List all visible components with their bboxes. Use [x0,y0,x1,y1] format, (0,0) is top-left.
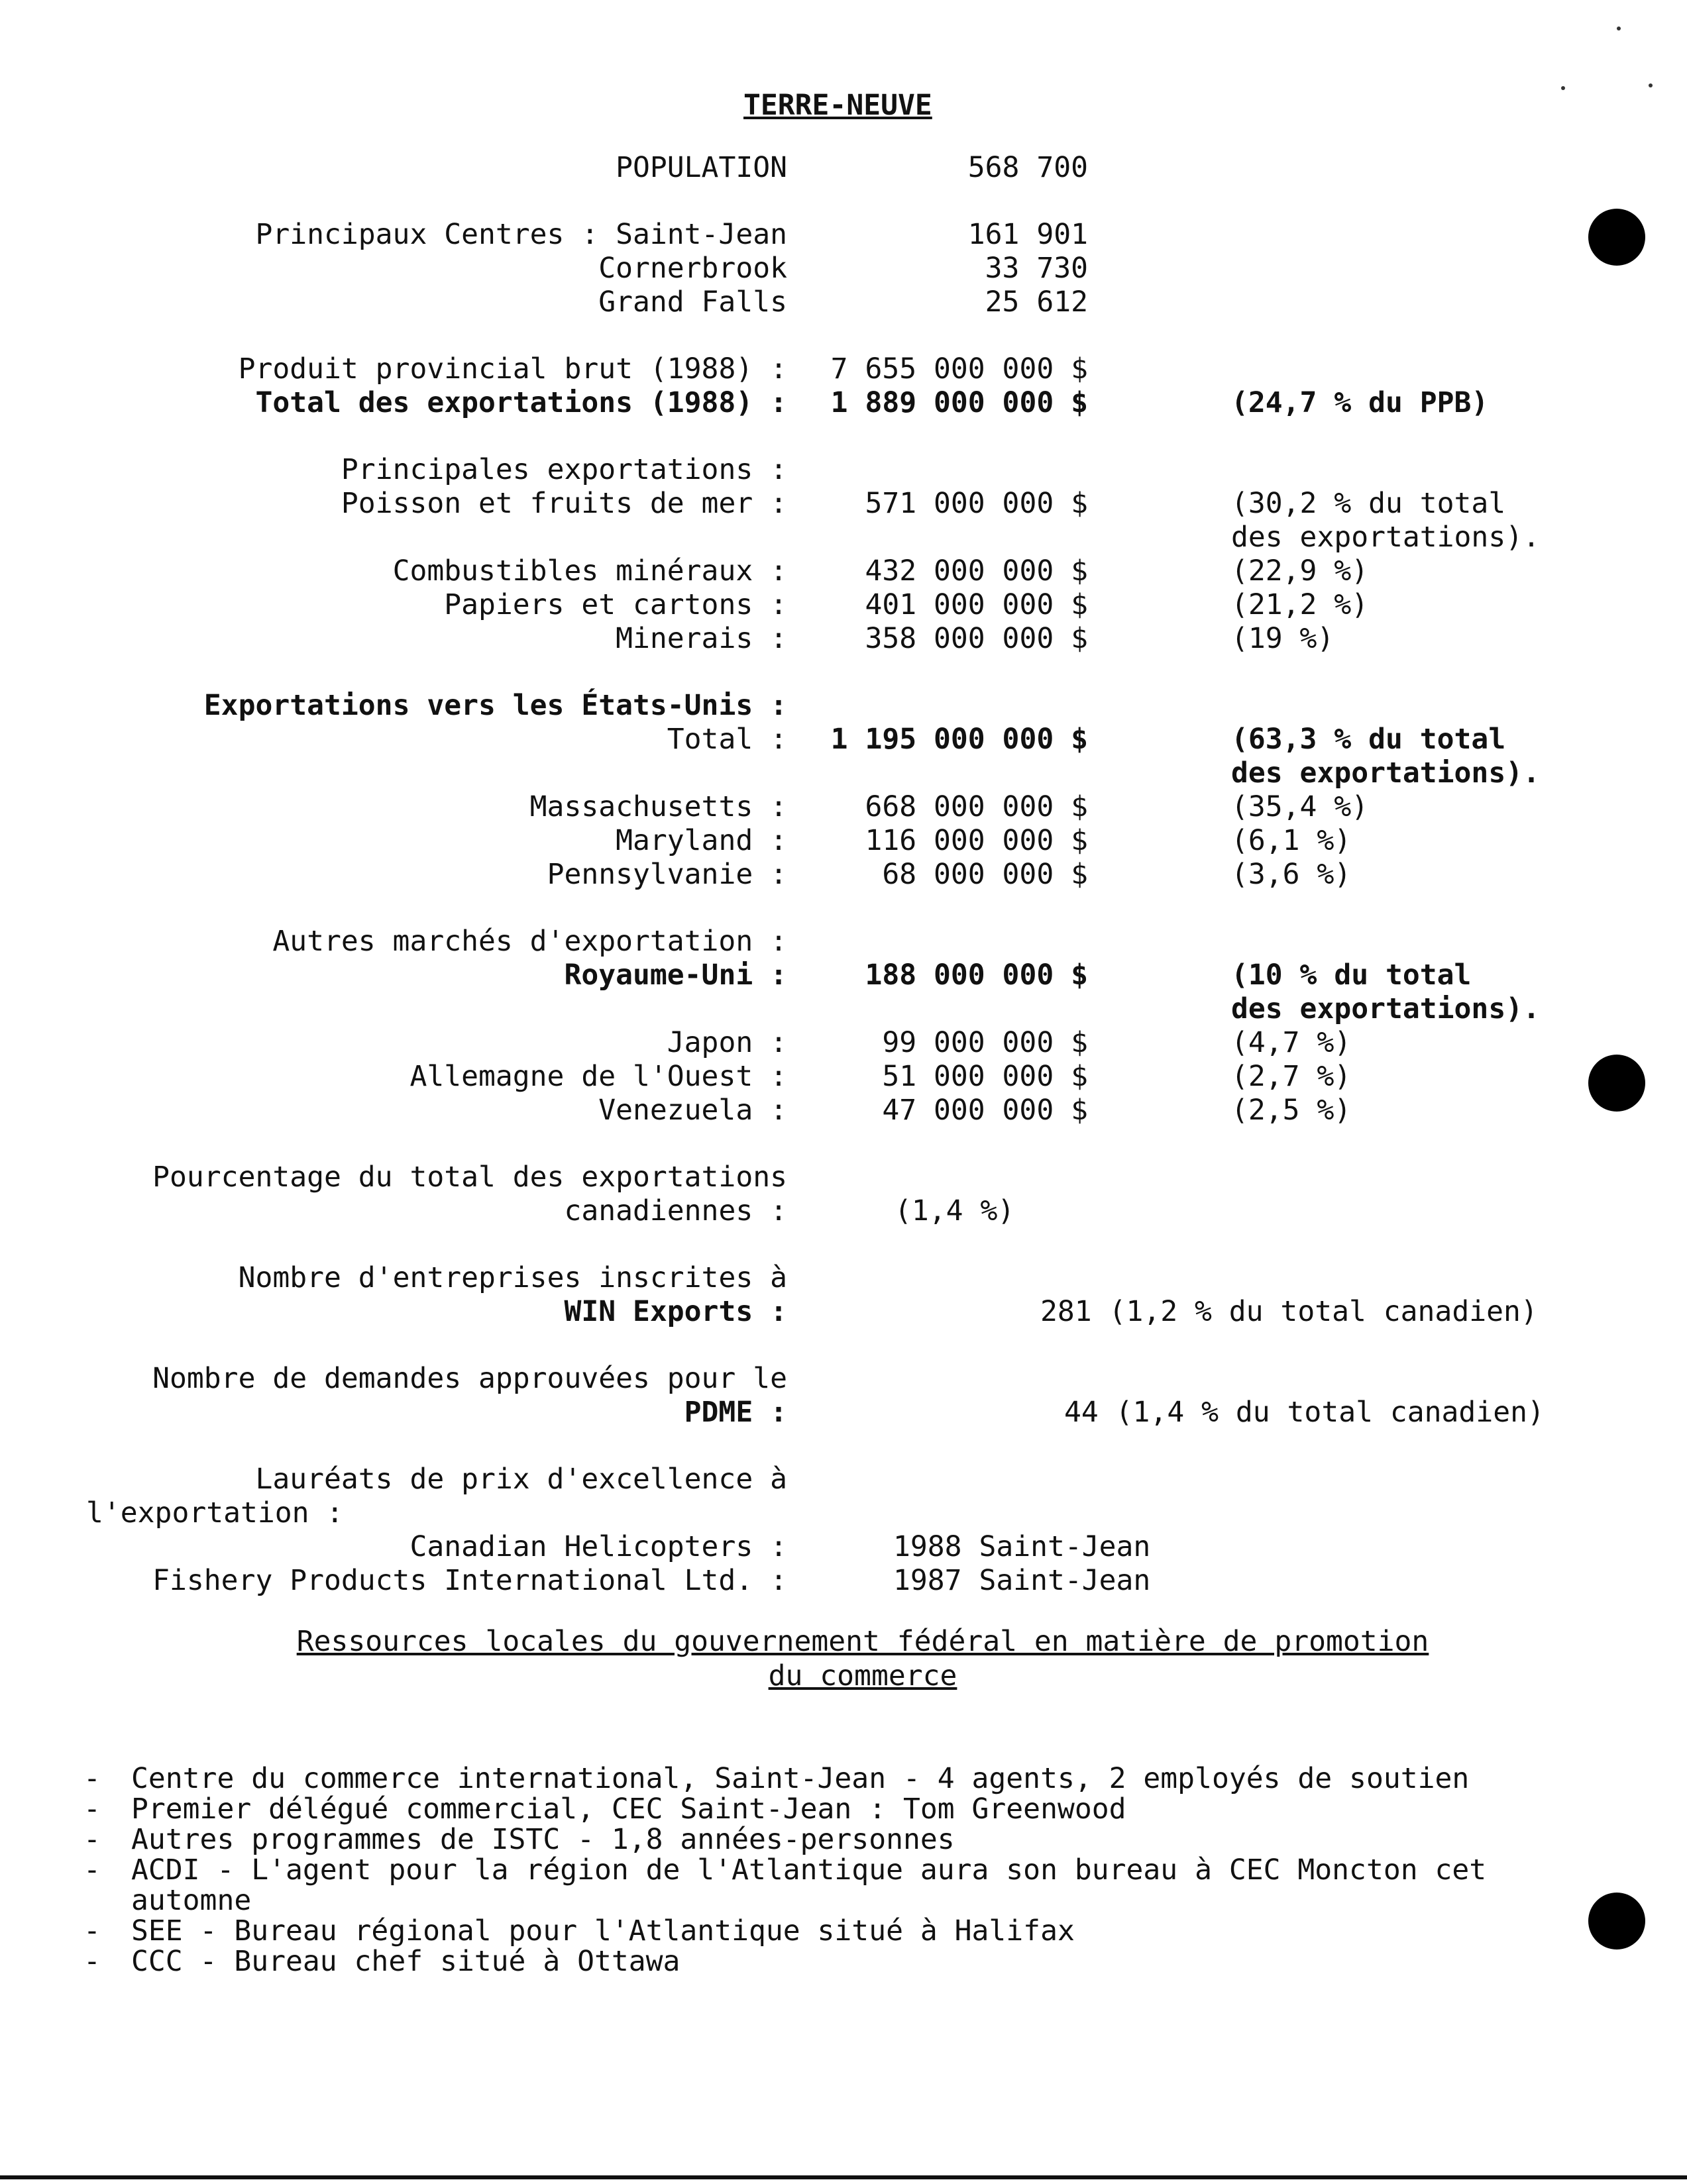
stat-note: des exportations). [1231,992,1540,1025]
stat-note: (2,7 %) [1231,1060,1352,1093]
stat-value: 44 (1,4 % du total canadien) [1064,1396,1545,1429]
stat-label: Japon : [667,1026,787,1059]
stat-row [0,521,1687,554]
stat-label: Maryland : [616,824,787,857]
stat-label: Principaux Centres : Saint-Jean [255,218,787,251]
list-item [83,1946,1621,1977]
stat-label: Nombre d'entreprises inscrites à [238,1261,787,1294]
award-name: Canadian Helicopters : [409,1530,787,1563]
stat-row [0,252,1687,286]
stat-row [0,1362,1687,1396]
stat-row [0,723,1687,756]
punch-hole-top [1588,209,1645,266]
award-row [0,1530,1687,1564]
stat-note: (4,7 %) [1231,1026,1352,1059]
stat-row [0,622,1687,656]
stat-row [0,689,1687,723]
list-item-text: CCC - Bureau chef situé à Ottawa [131,1945,680,1978]
stat-row [0,286,1687,319]
stat-note: (63,3 % du total [1231,723,1506,756]
stat-row [0,1060,1687,1094]
stat-value: 668 000 000 $ [865,790,1088,823]
list-item-text: Centre du commerce international, Saint-Jean - 4 agents, 2 employés de soutien [131,1762,1470,1795]
stat-row [0,790,1687,824]
stat-label: Total : [667,723,787,756]
stat-label: POPULATION [616,151,787,184]
stat-value: 99 000 000 $ [882,1026,1088,1059]
stat-label: Allemagne de l'Ouest : [409,1060,787,1093]
stat-value: 568 700 [967,151,1088,184]
section-heading [195,1624,1531,1693]
scan-speck [1649,83,1653,87]
stat-note: (21,2 %) [1231,588,1369,621]
stat-value: 358 000 000 $ [865,622,1088,655]
stat-row [0,151,1687,185]
stat-label: PDME : [684,1396,787,1429]
stat-note: (6,1 %) [1231,824,1352,857]
bullet-dash: - [83,1793,101,1826]
stat-value: 1 889 000 000 $ [830,386,1088,419]
stat-row [0,453,1687,487]
stat-label: Cornerbrook [598,252,787,285]
stat-row [0,756,1687,790]
stat-row [0,1094,1687,1127]
stat-label: Total des exportations (1988) : [255,386,787,419]
stat-label: Exportations vers les États-Unis : [203,689,787,722]
list-item [83,1916,1621,1946]
stat-label: Minerais : [616,622,787,655]
punch-hole-middle [1588,1055,1645,1112]
stat-note: (10 % du total [1231,959,1472,992]
stat-label: Royaume-Uni : [564,959,787,992]
stat-row [0,1161,1687,1194]
page-title: TERRE-NEUVE [743,89,932,122]
list-item [83,1794,1621,1824]
list-item [83,1855,1621,1916]
bullet-dash: - [83,1914,101,1948]
stat-value: 188 000 000 $ [865,959,1088,992]
stat-value: 1 195 000 000 $ [830,723,1088,756]
stat-label: Poisson et fruits de mer : [341,487,787,520]
section-heading-line-1: Ressources locales du gouvernement fédéral en matière de promotion [296,1625,1429,1658]
statistics-table [0,151,1687,1598]
stat-note: (35,4 %) [1231,790,1369,823]
list-item-text: SEE - Bureau régional pour l'Atlantique situé à Halifax [131,1914,1075,1948]
page-bottom-border [0,2175,1687,2179]
bullet-dash: - [83,1945,101,1978]
stat-label: Pennsylvanie : [547,858,787,891]
stat-value: 25 612 [985,286,1088,319]
stat-row [0,1463,1687,1496]
stat-value: 7 655 000 000 $ [830,352,1088,386]
punch-hole-bottom [1588,1893,1645,1950]
stat-label: Principales exportations : [341,453,787,486]
stat-value: 571 000 000 $ [865,487,1088,520]
bullet-dash: - [83,1823,101,1856]
stat-row [0,959,1687,992]
scan-speck [1617,26,1621,30]
stat-value: 33 730 [985,252,1088,285]
stat-note: (2,5 %) [1231,1094,1352,1127]
stat-row [0,925,1687,959]
stat-row [0,1026,1687,1060]
list-item [83,1824,1621,1855]
award-year: 1988 Saint-Jean [893,1530,1151,1563]
stat-label: Venezuela : [598,1094,787,1127]
stat-row [0,386,1687,420]
scan-speck [1561,86,1565,90]
stat-row [0,824,1687,858]
list-item-text: Premier délégué commercial, CEC Saint-Jean : Tom Greenwood [131,1793,1126,1826]
stat-row [0,554,1687,588]
stat-note: (19 %) [1231,622,1334,655]
stat-label: WIN Exports : [564,1295,787,1328]
list-item-text: Autres programmes de ISTC - 1,8 années-personnes [131,1823,955,1856]
stat-row [0,218,1687,252]
award-row [0,1564,1687,1598]
stat-row [0,352,1687,386]
stat-label: Nombre de demandes approuvées pour le [152,1362,787,1395]
section-heading-line-2: du commerce [768,1659,957,1692]
stat-note: (30,2 % du total [1231,487,1506,520]
stat-label: Papiers et cartons : [444,588,787,621]
stat-row [0,1396,1687,1430]
stat-row [0,1261,1687,1295]
bullet-dash: - [83,1853,101,1887]
stat-note: (22,9 %) [1231,554,1369,588]
stat-label: Lauréats de prix d'excellence à [255,1463,787,1496]
stat-value: 116 000 000 $ [865,824,1088,857]
stat-value: 401 000 000 $ [865,588,1088,621]
stat-row [0,858,1687,892]
list-item-text: ACDI - L'agent pour la région de l'Atlantique aura son bureau à CEC Moncton cet automne [131,1853,1487,1917]
stat-value: 281 (1,2 % du total canadien) [1040,1295,1538,1328]
stat-label: l'exportation : [86,1496,344,1530]
stat-row [0,1295,1687,1329]
stat-label: Produit provincial brut (1988) : [238,352,787,386]
stat-label: Grand Falls [598,286,787,319]
stat-row [0,1496,1687,1530]
stat-row [0,1194,1687,1228]
stat-row [0,992,1687,1026]
list-item [83,1763,1621,1794]
stat-note: (3,6 %) [1231,858,1352,891]
award-year: 1987 Saint-Jean [893,1564,1151,1597]
stat-note: des exportations). [1231,756,1540,790]
stat-label: Massachusetts : [529,790,787,823]
stat-row [0,487,1687,521]
stat-note: (24,7 % du PPB) [1231,386,1489,419]
stat-value: 161 901 [967,218,1088,251]
stat-note: des exportations). [1231,521,1540,554]
bullet-dash: - [83,1762,101,1795]
stat-label: canadiennes : [564,1194,787,1227]
stat-row [0,588,1687,622]
resources-list [83,1763,1621,1977]
stat-value: 51 000 000 $ [882,1060,1088,1093]
stat-value: (1,4 %) [895,1194,1015,1227]
award-name: Fishery Products International Ltd. : [152,1564,787,1597]
stat-value: 47 000 000 $ [882,1094,1088,1127]
stat-label: Combustibles minéraux : [392,554,787,588]
stat-label: Autres marchés d'exportation : [272,925,787,958]
stat-value: 68 000 000 $ [882,858,1088,891]
stat-value: 432 000 000 $ [865,554,1088,588]
stat-label: Pourcentage du total des exportations [152,1161,787,1194]
